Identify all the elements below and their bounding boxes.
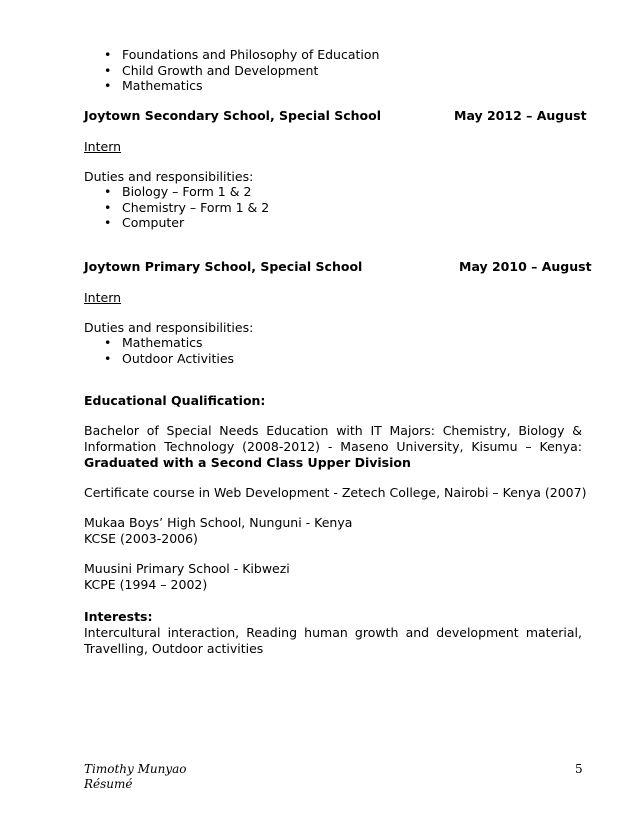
job-role: Intern [84, 290, 122, 305]
job-school: Joytown Secondary School, Special School [84, 108, 382, 123]
high-school-cert: KCSE (2003-2006) [84, 531, 198, 546]
high-school-line: Mukaa Boys’ High School, Nunguni - Kenya [84, 515, 353, 530]
course-list [100, 47, 379, 94]
list-item: • Mathematics [100, 78, 379, 94]
duties-label: Duties and responsibilities: [84, 320, 254, 335]
list-item: • Foundations and Philosophy of Education [100, 47, 379, 63]
list-item: • Computer [100, 215, 269, 231]
interests-heading: Interests: [84, 609, 153, 624]
degree-paragraph [84, 423, 582, 470]
job-role: Intern [84, 139, 122, 154]
list-item: • Biology – Form 1 & 2 [100, 184, 269, 200]
duties-list [100, 335, 234, 366]
job-heading [84, 108, 587, 124]
duties-list [100, 184, 269, 231]
duties-label: Duties and responsibilities: [84, 169, 254, 184]
page-number: 5 [575, 762, 583, 776]
interests-text: Intercultural interaction, Reading human growth and development material, Travelling, Outdoor activities [84, 625, 582, 656]
job-heading [84, 259, 592, 275]
list-item: • Outdoor Activities [100, 351, 234, 367]
job-school: Joytown Primary School, Special School [84, 259, 363, 274]
list-item: • Child Growth and Development [100, 63, 379, 79]
job-dates: May 2010 – August [459, 259, 592, 274]
job-dates: May 2012 – August [454, 108, 587, 123]
list-item: • Chemistry – Form 1 & 2 [100, 200, 269, 216]
primary-school-line: Muusini Primary School - Kibwezi [84, 561, 290, 576]
degree-honors: Graduated with a Second Class Upper Division [84, 454, 411, 470]
degree-text: Bachelor of Special Needs Education with IT Majors: Chemistry, Biology & Information Technology (2008-2012) - Maseno University, Kisumu – Kenya: [84, 423, 582, 454]
list-item: • Mathematics [100, 335, 234, 351]
certificate-line: Certificate course in Web Development - Zetech College, Nairobi – Kenya (2007) [84, 485, 587, 500]
education-heading: Educational Qualification: [84, 393, 266, 408]
footer-name: Timothy Munyao [84, 762, 187, 776]
footer-doc-title: Résumé [84, 777, 133, 791]
primary-school-cert: KCPE (1994 – 2002) [84, 577, 208, 592]
